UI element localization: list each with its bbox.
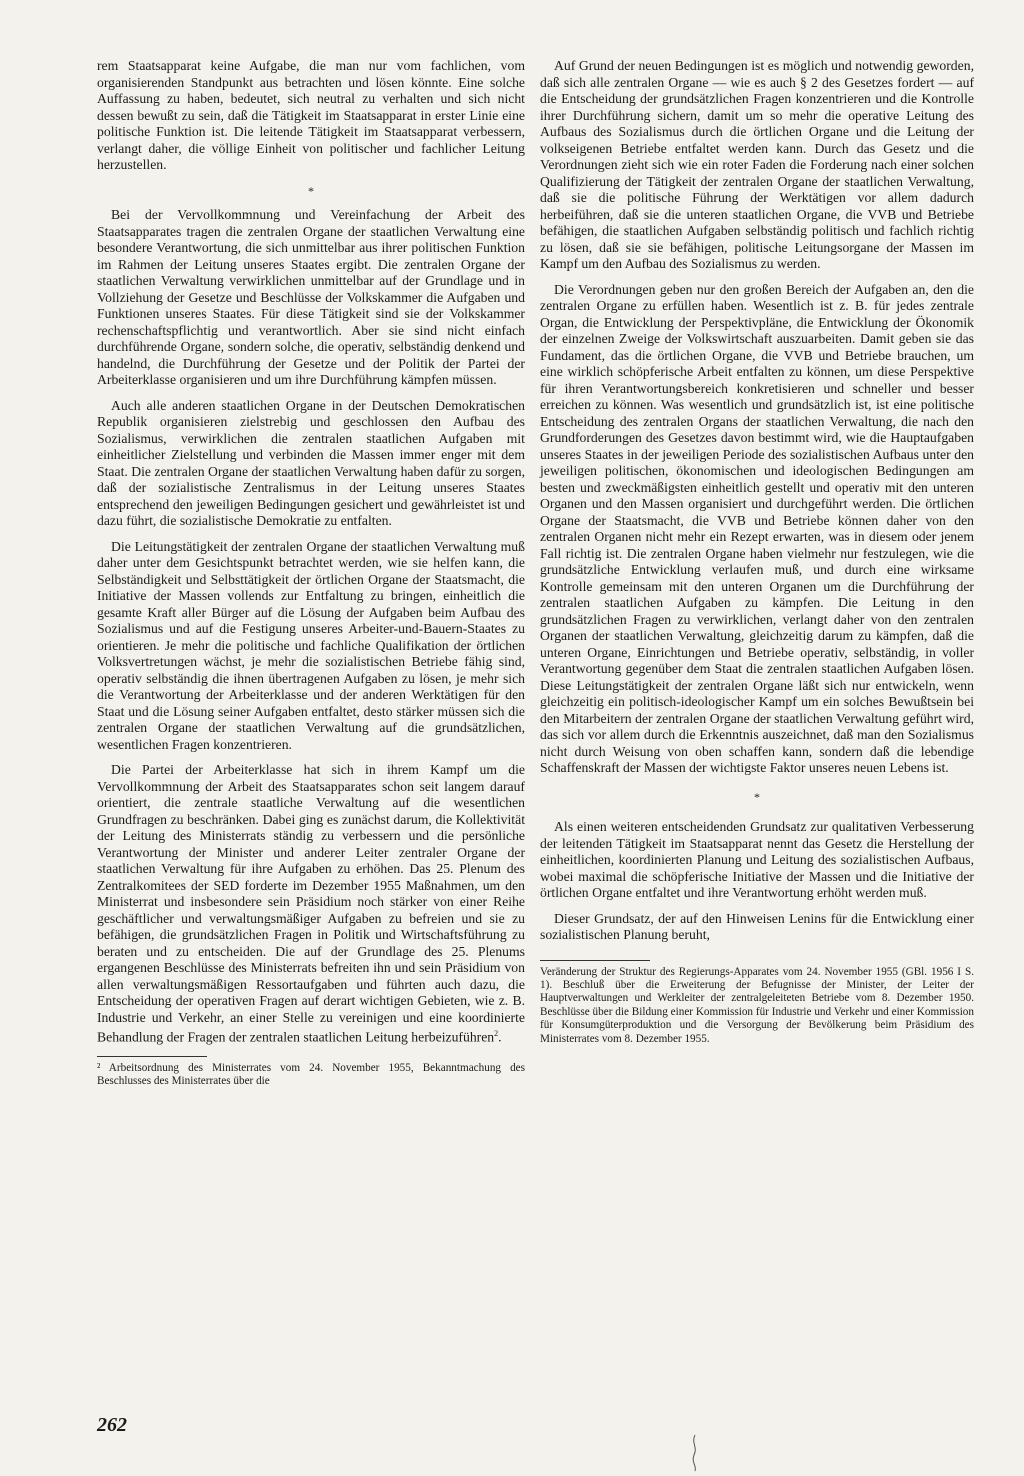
paragraph: Als einen weiteren entscheidenden Grundsatz zur qualitativen Verbesserung der leitenden Tätigkeit im Staatsapparat nennt das Gesetz die Herstellung der einheitlichen, koordinierten Planung und Leitung des sozialistischen Aufbaus, wobei maximal die schöpferische Initiative der Massen und die Initiative der örtlichen Organe entfaltet und ihre Verantwortung erhöht werden muß. — [540, 819, 974, 900]
paragraph-text: Die Partei der Arbeiterklasse hat sich in ihrem Kampf um die Vervollkommnung der Arbeit des Staatsapparates schon seit langem darauf orientiert, die zentrale staatliche Verwaltung auf die wesentlichen Grundfragen zu beschränken. Dabei ging es zunächst darum, die Kollektivität der Leitung des Ministerrats ständig zu verbessern und die persönliche Verantwortung der Minister und anderer Leiter zentraler Organe der staatlichen Verwaltung für ihre Aufgaben zu erhöhen. Das 25. Plenum des Zentralkomitees der SED forderte im Dezember 1955 Maßnahmen, um den Ministerrat und insbesondere sein Präsidium noch stärker von einer Reihe geschäftlicher und verwaltungsmäßiger Aufgaben zu befreien und sie zu befähigen, die grundsätzlichen Fragen in Politik und Wirtschaftsführung zu beraten und zu entscheiden. Die auf der Grundlage des 25. Plenums ergangenen Beschlüsse des Ministerrats befreiten ihn und sein Präsidium von allen verwaltungsmäßigen Ressortaufgaben und führten auch dazu, die Entscheidung der operativen Fragen auf derart wichtigen Gebieten, wie z. B. Industrie und Verkehr, an einer Stelle zu vereinigen und eine koordinierte Behandlung der Fragen der zentralen staatlichen Leitung herbeizuführen — [97, 762, 525, 1045]
footnote — [540, 966, 974, 1046]
paragraph: Die Verordnungen geben nur den großen Bereich der Aufgaben an, den die zentralen Organe zu erfüllen haben. Wesentlich ist z. B. für jedes zentrale Organ, die Entwicklung der Perspektivpläne, die Entwicklung der Ökonomik der einzelnen Zweige der Volkswirtschaft auszuarbeiten. Damit geben sie das Fundament, das die örtlichen Organe, die VVB und Betriebe brauchen, um eine wirklich schöpferische Arbeit entfalten zu können, um diese Perspektive für ihren Verantwortungsbereich konkretisieren und schneller und besser erreichen zu können. Was wesentlich und grundsätzlich ist, ist eine politische Entscheidung des zentralen Organs der staatlichen Verwaltung, die nach den Grundforderungen des Gesetzes davon bestimmt wird, wie die Hauptaufgaben unseres Staates in der jeweiligen Periode des sozialistischen Aufbaus unter den jeweiligen politischen, ökonomischen und ideologischen Bedingungen am besten und zweckmäßigsten einheitlich gestellt und operativ mit den unteren Organen und den Massen organisiert und durchgeführt werden. Die örtlichen Organe der Staatsmacht, die VVB und Betriebe können daher von den zentralen Organen nicht mehr ein Rezept erwarten, was in diesem oder jenem Fall richtig ist. Die zentralen Organe haben vielmehr nur festzulegen, wie die grundsätzliche Entwicklung verlaufen muß, und durch eine wirksame Kontrolle gemeinsam mit den unteren Organen um die Durchführung der zentralen staatlichen Aufgaben zu kämpfen. Die Leitung in den grundsätzlichen Fragen zu verwirklichen, verlangt daher von den zentralen Organen der staatlichen Verwaltung, gleichzeitig darum zu kämpfen, daß die unteren Organe, Einrichtungen und Betriebe operativ, selbständig, in voller Verantwortung gegenüber dem Staat die zentralen staatlichen Aufgaben lösen. Diese Leitungstätigkeit der zentralen Organe läßt sich nur entwickeln, wenn gleichzeitig ein politisch-ideologischer Kampf um ein solches Bewußtsein bei den Mitarbeitern der zentralen Organe der staatlichen Verwaltung geführt wird, das sich vor allem durch die Erkenntnis auszeichnet, daß man den Sozialismus nicht durch Weisung von oben schaffen kann, sondern daß die lebendige Schaffenskraft der Massen der wichtigste Faktor unseres neuen Lebens ist. — [540, 281, 974, 775]
paragraph: Auch alle anderen staatlichen Organe in der Deutschen Demokratischen Republik organisieren zielstrebig und geschlossen den Aufbau des Sozialismus, verwirklichen die zentralen staatlichen Aufgaben mit einheitlicher Zielstellung und verbinden die Massen immer enger mit dem Staat. Die zentralen Organe der staatlichen Verwaltung haben dafür zu sorgen, daß der sozialistische Zentralismus in der Leitung unseres Staates entsprechend den jeweiligen Bedingungen gesichert und gewährleistet ist und dazu führt, die sozialistische Demokratie zu entfalten. — [97, 397, 525, 528]
footnote-rule — [540, 960, 650, 961]
footnote-ref: 2 — [494, 1029, 499, 1038]
paragraph: Bei der Vervollkommnung und Vereinfachung der Arbeit des Staatsapparates tragen die zentralen Organe der staatlichen Verwaltung eine besondere Verantwortung, die sich unmittelbar aus ihrer politischen Funktion im Rahmen der Leitung unseres Staates ergibt. Die zentralen Organe der staatlichen Verwaltung verwirklichen unmittelbar auf der Grundlage und in Vollziehung der Gesetze und Beschlüsse der Volkskammer die Aufgaben und Funktionen unseres Staates. Für diese Tätigkeit sind sie der Volkskammer rechenschaftspflichtig und verantwortlich. Aber sie sind nicht einfach durchführende Organe, sondern solche, die operativ, selbständig denkend und handelnd, die Durchführung der Gesetze und der Politik der Partei der Arbeiterklasse organisieren und um ihre Durchführung kämpfen müssen. — [97, 207, 525, 387]
paragraph: Die Leitungstätigkeit der zentralen Organe der staatlichen Verwaltung muß daher unter dem Gesichtspunkt betrachtet werden, wie sie helfen kann, die Selbständigkeit und Selbsttätigkeit der örtlichen Organe der Staatsmacht, die Initiative der Massen vollends zur Entfaltung zu bringen, einheitlich die gesamte Kraft aller Bürger auf die Lösung der Aufgaben beim Aufbau des Sozialismus und auf die Festigung unseres Arbeiter-und-Bauern-Staates zu orientieren. Je mehr die politische und fachliche Qualifikation der örtlichen Volksvertretungen wächst, je mehr die sozialistischen Betriebe fähig sind, operativ selbständig die ihnen übertragenen Aufgaben zu lösen, je mehr sich die Verantwortung der Arbeiterklasse und der anderen Werktätigen für den Staat und die Lösung seiner Aufgaben entfaltet, desto stärker müssen sich die zentralen Organe der staatlichen Verwaltung auf die grundsätzlichen, wesentlichen Fragen konzentrieren. — [97, 538, 525, 752]
footnote-rule — [97, 1056, 207, 1057]
paragraph — [97, 762, 525, 1046]
footnote-text: Veränderung der Struktur des Regierungs-Apparates vom 24. November 1955 (GBl. 1956 I S. 1). Beschluß über die Erweiterung der Befugnisse der Minister, der Leiter der Hauptverwaltungen und Werkleiter der zentralgeleiteten Betriebe vom 8. Dezember 1950. Beschlüsse über die Bildung einer Kommission für Industrie und Verkehr und einer Kommission für Konsumgüterproduktion und die Versorgung der Bevölkerung beim Präsidium des Ministerrates vom 8. Dezember 1955. — [540, 965, 974, 1045]
right-column — [540, 58, 974, 1046]
paragraph: Auf Grund der neuen Bedingungen ist es möglich und notwendig geworden, daß sich alle zentralen Organe — wie es auch § 2 des Gesetzes fordert — auf die Entscheidung der grundsätzlichen Fragen konzentrieren und die Kontrolle ihrer Durchführung sichern, damit um so mehr die operative Leitung des Aufbaus des Sozialismus durch die örtlichen Organe und die Leitung der volkseigenen Betriebe entfaltet werden kann. Durch das Gesetz und die Verordnungen zieht sich wie ein roter Faden die Forderung nach einer solchen Qualifizierung der Tätigkeit der zentralen Organe der staatlichen Verwaltung, daß sie die politische Führung der Werktätigen vor allem dadurch herbeiführen, daß sie die unteren staatlichen Organe, die VVB und Betriebe befähigen, die staatlichen Aufgaben selbständig politisch und fachlich richtig zu lösen, daß sie sie befähigen, politische Leitungsorgane der Massen im Kampf um den Aufbau des Sozialismus zu werden. — [540, 58, 974, 271]
paragraph: rem Staatsapparat keine Aufgabe, die man nur vom fachlichen, vom organisierenden Standpunkt aus betrachten und lösen könnte. Eine solche Auffassung zu haben, bedeutet, sich neutral zu verhalten und sich nicht dessen bewußt zu sein, daß die Tätigkeit im Staatsapparat in erster Linie eine politische Funktion ist. Die leitende Tätigkeit im Staatsapparat verbessern, verlangt daher, die völlige Einheit von politischer und fachlicher Leitung herzustellen. — [97, 58, 525, 172]
footnote-text: ² Arbeitsordnung des Ministerrates vom 24. November 1955, Bekanntmachung des Beschlusses des Ministerrates über die — [97, 1062, 525, 1088]
section-separator: * — [308, 183, 314, 198]
footnote — [97, 1062, 525, 1089]
left-column — [97, 58, 525, 1089]
paragraph-end: . — [498, 1029, 502, 1045]
pencil-mark — [688, 1433, 702, 1473]
paragraph: Dieser Grundsatz, der auf den Hinweisen Lenins für die Entwicklung einer sozialistischen Planung beruht, — [540, 910, 974, 942]
section-separator: * — [754, 789, 760, 804]
page-number: 262 — [97, 1414, 127, 1436]
